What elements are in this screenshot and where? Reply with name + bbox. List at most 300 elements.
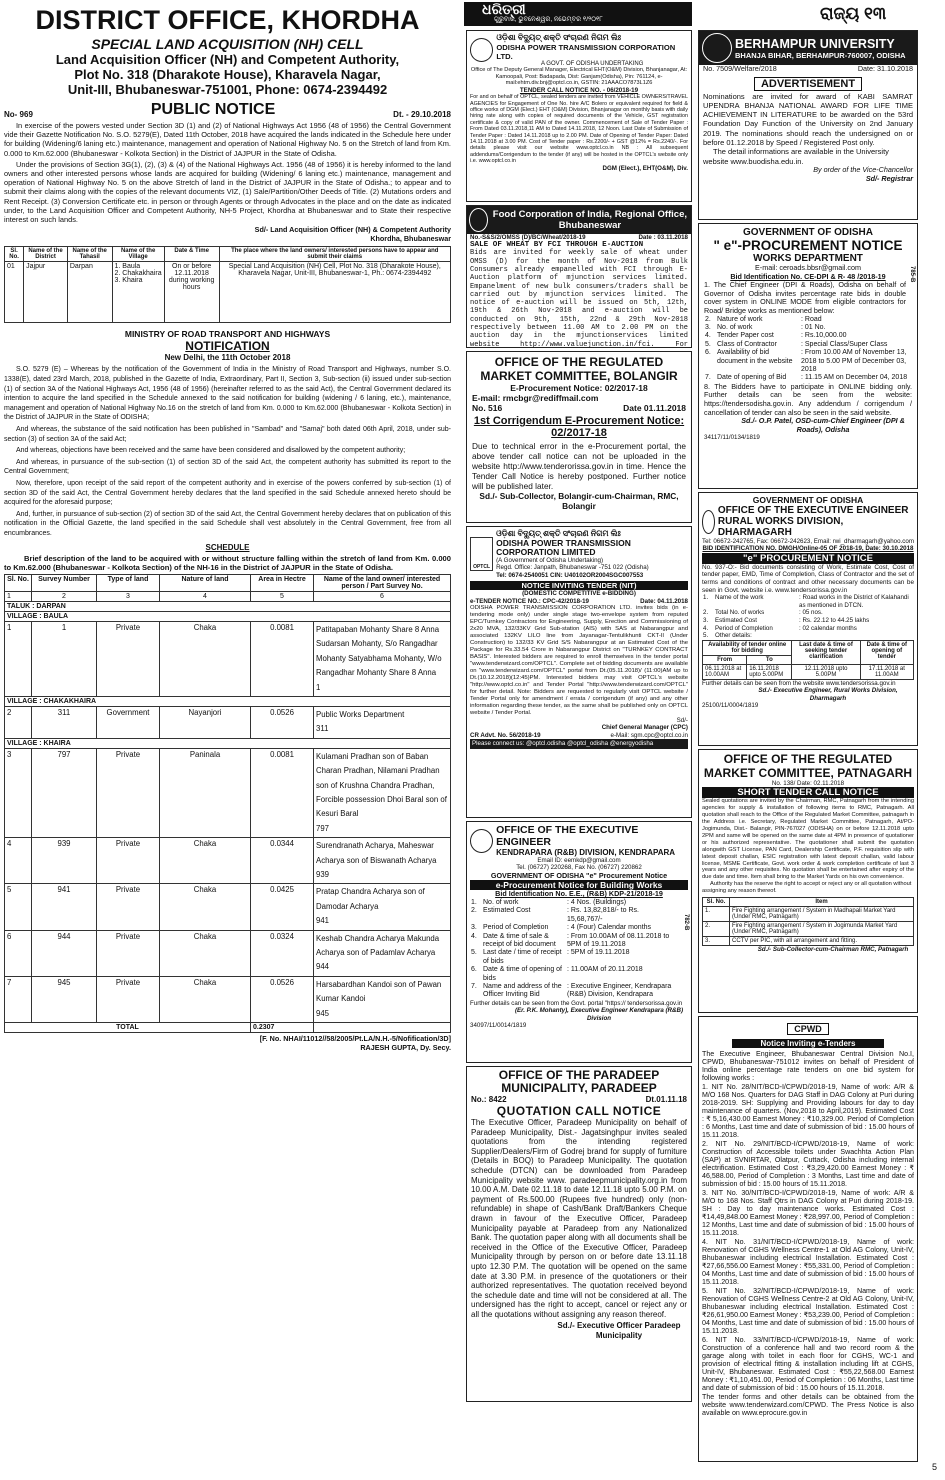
t2-n5: 6 (314, 591, 451, 601)
t1-c2: Darpan (67, 262, 112, 323)
schedule-cell: 5 (5, 884, 32, 930)
bu-no: No. 7509/Welfare/2018 (703, 64, 777, 73)
schedule-cell: 797 (32, 748, 97, 837)
rwd-ref: 25100/11/0004/1819 (702, 701, 759, 709)
t2-n4: 5 (251, 591, 314, 601)
item-cell: Availability of bid document in the website (717, 349, 793, 365)
item-row (470, 907, 675, 924)
optcl-tower-icon (470, 537, 493, 571)
schedule-cell: Pratap Chandra Acharya son of Damodar Acharya 941 (314, 884, 451, 930)
ministry: MINISTRY OF ROAD TRANSPORT AND HIGHWAYS (124, 329, 331, 340)
item-cell: : 11.15 AM on December 04, 2018 (801, 374, 908, 382)
item-cell: 3. (705, 323, 711, 331)
notif-para-1: S.O. 5279 (E) – Whereas by the notification of the Government of India in the Ministry of Road Transport and Highways, number S.O. 1338(E), dated 23rd March, 2018, published in the Gazette of India, Extraordinary, Part II, Section 3, Sub-section (ii) issued under sub-section (1) of section 3A of the National Highways Act, 1956 (48 of 1956) (hereinafter referred to as the said Act), the Central Government declared its intention to acquire the land specified in the Schedule annexed to the said notification for building (widening / 6 laning, etc.), maintenance, management and operation of National Highway No.16 on the stretch of land from Km. 0.000 to Km.62.000 (Bhubaneswar - Kolkota Section) in the District of JAJPUR in the State of ODISHA; (4, 366, 451, 422)
ptn-cell: CCTV per PIC, with all arrangement and fitting. (730, 937, 914, 946)
item-cell: 1. (471, 899, 477, 906)
schedule-cell: Government (97, 706, 160, 738)
optcl2-logo-text: OPTCL (473, 564, 491, 571)
rwd-bar: "e" PROCUREMENT NOTICE (702, 553, 914, 564)
rwd-body: No. 937-O:- Bid documents consisting of Work, Estimate Cost, Cost of tender paper, EMD, Time of Completion, Class of Contractor and the set of terms and conditions of contract and other necessary documents can be seen in Govt. website i.e. www.tendersorissa.gov.in (702, 563, 914, 594)
schedule-cell: 0.0081 (251, 748, 314, 837)
kdp-side: 782-B (683, 914, 689, 931)
rwd-th2: Date & time of opening of tender (860, 640, 913, 664)
schedule-cell: Kulamani Pradhan son of Baban Charan Pradhan, Nilamani Pradhan son of Krushna Chandra Pradhan, Forcible possession Dhoi Baral son of Kesuri Baral 797 (314, 748, 451, 837)
schedule-row (5, 930, 451, 976)
schedule-cell: 1 (5, 621, 32, 696)
schedule-cell: Harsabardhan Kandoi son of Pawan Kumar Kandoi 945 (314, 976, 451, 1022)
item-cell: 6. (705, 349, 711, 357)
schedule-desc: Brief description of the land to be acquired with or without structure falling within the stretch of land from Km. 0.000 to Km.62.000 (Bhubaneswar - Kolkota Section) of the NH-16 in the District of JAJPUR in the State of Odisha. (4, 553, 451, 572)
schedule-cell: 941 (32, 884, 97, 930)
bolangir-body: Due to technical error in the e-Procurement portal, the above tender call notice can not be uploaded in the website http://www.tenderorissa.gov.in in time. Hence the Tender Call Notice is hereby postponed. Further notice will be published later. (472, 441, 686, 491)
t2-h2: Type of land (97, 574, 160, 591)
schedule-cell: 6 (5, 930, 32, 976)
works-items (704, 316, 912, 383)
t1-h0: Sl. No. (5, 247, 24, 262)
kdp-ref: 34097/11/0014/1819 (470, 1022, 527, 1030)
left-address-1: Land Acquisition Officer (NH) and Competent Authority, (55, 52, 400, 67)
cpwd-footer: The tender forms and other details can be obtained from the website www.tenderwizard.com/CPWD. The Press Notice is also available on www.eprocure.gov.in (702, 1393, 914, 1417)
item-cell: Name and address of the Officer Inviting Bid (483, 983, 562, 999)
item-cell: 5. (703, 632, 709, 640)
patnagarh-body: Sealed quotations are invited by the Chairman, RMC, Patnagarh from the intending agencies for supply & installation of following items to RMC, Patnagarh. All quotation shall reach to the Office of the Regulated Market Committee, patnagarh in the Address i.e. Secretary, Regulated Market Committee, Patnagarh, At/PO- Jogimunda, Dist.- Balangir, PIN-767027 (ODISHA) on or before 12.11.2018 upto 2PM and same will be opened on the same date at 4PM in presence of quotationer or his authorized representative. The quotationer shall submit the quotation alongwith GST License, PAN Card, Dealership Certificate, P.F. requisition slip with latest deposit challan, ESIC registration with latest deposit challan, valid labour license, MSME Certificate, Govt. work order & work completion certificate of last 3 years and any other requisites. No quotation shall be entertained after expiry of the due date and time. Item shall bring to the Market Yards on his own convenience. (702, 798, 914, 881)
item-cell: : 02 calendar months (799, 624, 857, 632)
fci-org: Food Corporation of India, Regional Office, Bhubaneswar (492, 209, 688, 231)
item-row (470, 983, 675, 1000)
cpwd-item: 6. NIT No. 33/NIT/BCD-I/CPWD/2018-19, Name of work: Construction of a conference hall and two record room & the garage along with toilet in each floor for CGHS, WC-1 and provision of electrical fitting & installation including lift at CGHS, Unit-IV, Bhubaneswar. Estimated Cost : ₹55,22,568.00 Earnest Money : ₹1,10,451.00, Period of Completion : 06 Months, Last time and date of submission of bid : 15.00 hours of 15.11.2018. (702, 1336, 914, 1392)
t2-h4: Area in Hectre (251, 574, 314, 591)
item-cell: Estimated Cost (483, 907, 531, 915)
bolangir-corr: 1st Corrigendum E-Procurement Notice: 02/2017-18 (473, 415, 685, 439)
patnagarh-no: No. 138/ Date: 02.11.2018 (771, 780, 845, 787)
t1-c3: 1. Baula 2. Chakakhaira 3. Khaira (112, 262, 164, 323)
fci-logo-icon (469, 208, 488, 232)
patnagarh-bar: SHORT TENDER CALL NOTICE (702, 787, 914, 798)
cpwd-item: 4. NIT No. 31/NIT/BCD-I/CPWD/2018-19, Name of work: Renovation of CGHS Wellness Centre-1 at Old AG Colony, Unit-IV, Bhubaneswar including electrical Installation. Estimated Cost : ₹27,66,556.00 Earnest Money : ₹55,331.00, Period of Completion : 04 Months, Last time and date of submission of bid : 15.00 hours of 15.11.2018. (702, 1238, 914, 1286)
odisha-emblem-icon (470, 829, 493, 853)
rwd-td2: 12.11.2018 upto 5.00PM (792, 664, 860, 679)
item-cell: : Rs. 22.12 to 44.25 lakhs (799, 616, 870, 624)
left-column (4, 0, 451, 1052)
t1-h3: Name of the Village (112, 247, 164, 262)
left-subtitle: SPECIAL LAND ACQUISITION (NH) CELL (91, 36, 364, 52)
optcl-logo-icon (470, 38, 493, 62)
item-cell: Last date / time of receipt of bids (483, 949, 562, 965)
paradeep-sign: Sd./- Executive Officer Paradeep Municipality (557, 1321, 681, 1341)
cpwd-ad (698, 1016, 918, 1462)
works-side: 785-B (909, 266, 915, 283)
cpwd-items (702, 1083, 914, 1392)
schedule-cell: Chaka (160, 930, 251, 976)
notif-para-4: And whereas, in pursuance of the sub-section (1) of section 3D of the said Act, the competent authority has submitted its report to the Central Government; (4, 458, 451, 476)
works-bid: Bid Identification No. CE-DPI & R- 48 /2018-19 (730, 271, 886, 281)
bu-logo-icon (702, 33, 732, 63)
item-row (704, 316, 912, 324)
bu-order: By order of the Vice-Chancellor (813, 164, 913, 174)
fci-ad (466, 205, 692, 348)
bolangir-sign: Sd./- Sub-Collector, Bolangir-cum-Chairman, RMC, Bolangir (479, 491, 679, 511)
rwd-further: Further details can be seen from the website www.tendersorissa.gov.in (702, 679, 896, 687)
item-row (702, 609, 914, 617)
kdp-bid: Bid Identification No. E.E., (R&B) KDP-21/2018-19 (495, 889, 663, 899)
item-cell: Date of opening of Bid (717, 374, 787, 382)
bolangir-email: E-mail: rmcbgr@rediffmail.com (472, 393, 599, 403)
item-row (470, 949, 675, 966)
optcl2-sdl: Sd/- (676, 717, 688, 725)
middle-column (466, 30, 692, 1402)
patnagarh-row (703, 922, 914, 937)
optcl2-cr: CR Advt. No. 56/2018-19 (470, 731, 541, 739)
t2-n3: 4 (160, 591, 251, 601)
item-row (470, 966, 675, 983)
item-cell: 4. (703, 624, 709, 632)
schedule-cell: 0.0526 (251, 976, 314, 1022)
schedule-cell: Private (97, 930, 160, 976)
schedule-cell: Keshab Chandra Acharya Makunda Acharya son of Padamlav Acharya 944 (314, 930, 451, 976)
rwd-items (702, 594, 914, 640)
notice-date: Dt. - 29.10.2018 (393, 110, 451, 119)
item-cell: : Road (801, 315, 822, 323)
rwd-dates-table (702, 640, 914, 680)
t1-h5: The place where the land owners/ interested persons have to appear and submit their claims (219, 247, 450, 262)
rwd-emblem-icon (702, 510, 715, 534)
kdp-items (470, 899, 675, 1000)
item-cell: No. of work (483, 899, 519, 906)
total-value: 0.2307 (251, 1023, 314, 1033)
item-cell: 7. (471, 983, 477, 991)
item-cell: : From 10.00AM of 08.11.2018 to 5PM of 19.11.2018 (567, 932, 670, 949)
item-row (704, 324, 912, 332)
kdp-title: OFFICE OF THE EXECUTIVE ENGINEER (496, 824, 639, 848)
item-row (702, 594, 914, 609)
bolangir-title: OFFICE OF THE REGULATED MARKET COMMITTEE, BOLANGIR (480, 355, 678, 383)
village-row: VILLAGE : CHAKAKHAIRA (5, 696, 451, 706)
bolangir-eproc: E-Procurement Notice: 02/2017-18 (510, 383, 648, 393)
optcl1-office: Office of The Deputy General Manager, Electrical EHT(O&M) Division, Bhanjanagar, At: Kamoopali, Post: Badapada, Dist: Ganjam(Odisha), Pin: 761124, e-mail:ehtm.div.bnj@optcl.co.in, GSTIN: 21AAACO7873L1Z6 (470, 67, 688, 87)
ptn-cell: 2. (703, 922, 730, 937)
bu-date: Date: 31.10.2018 (857, 64, 913, 73)
section-label: ରାଜ୍ୟ ୧୩ (820, 4, 887, 23)
rwd-td0: 06.11.2018 at 10.00AM (703, 664, 747, 679)
item-cell: 3. (471, 924, 477, 932)
ptn-cell: Fire Fighting arrangement / System in Madhapali Market Yard (Under RMC, Patnagarh) (730, 907, 914, 922)
berhampur-ad (698, 30, 918, 220)
item-cell: : Rs.10,000.00 (801, 332, 847, 340)
patnagarh-body2: Authority has the reserve the right to accept or reject any or all quotation without assigning any reason thereof. (702, 881, 912, 895)
item-cell: Class of Contractor (717, 340, 777, 348)
works-dept: WORKS DEPARTMENT (753, 253, 863, 264)
optcl2-nit-sub: (DOMESTIC COMPETITIVE e-BIDDING) (522, 590, 636, 598)
kendrapara-ad (466, 821, 692, 1063)
left-address-3: Unit-III, Bhubaneswar-751001, Phone: 0674-2394492 (67, 82, 388, 97)
kdp-email: Email ID: eemkdp@gmail.com (537, 857, 621, 864)
rwd-sign: Sd./- Executive Engineer, Rural Works Division, Dharmagarh (758, 687, 898, 702)
item-cell: 2. (703, 609, 709, 617)
item-cell: : From 10.00 AM of November 13, 2018 to 5.00 PM of December 03, 2018 (801, 349, 907, 373)
fci-ref: No.-S&S/2/OMSS (D)/BC/Wheat/2018-19 (470, 234, 586, 241)
item-cell: : Special Class/Super Class (801, 340, 888, 348)
page-number: 5 (931, 1462, 937, 1472)
optcl2-body: ODISHA POWER TRANSMISSION CORPORATION LTD. invites bids (in e-tendering mode only) under single stage two-envelope system from reputed EPC/Turnkey Contractors for Engineering, Supply, Erection and Commissioning of 2x20 MVA, 132/33KV Grid Sub-station (AIS) with SAS at Nabarangpur and associated 132KV LILO line from Jayanagar-Tentulikhunti CKT-II (Under Construction) to 132/33 KV Grid S/S Nabarangpur at an Estimated Cost of the Package for Rs.33.54 Crore in Nabarangpur District on "TURNKEY CONTRACT BASIS". Interested bidders are required to enroll themselves in the tender portal "www.tenderwizard.com/OPTCL". Complete set of bidding documents are available on "www.tenderwizard.com/OPTCL" portal from Dt.(05.11.2018)/ (11:00)AM up to Dt.(10.12.2018)(12:45)PM. Interested bidders may visit OPTCL's website "http://www.optcl.co.in" and Tender Portal "http://www.tenderwizard.com/OPTCL" for further detail. Note: Bidders are requested to regularly visit OPTCL website / Tender Portal only for amendment / errata / corrigendum (if any) and any other information regarding these tender, as the same shall be published only on OPTCL website / Tender Portal. (470, 605, 688, 717)
total-label: TOTAL (5, 1023, 251, 1033)
optcl2-tno: e-TENDER NOTICE NO.: CPC-42/2018-19 (470, 597, 589, 605)
rwd-gov: GOVERNMENT OF ODISHA (752, 495, 864, 505)
schedule-cell: 945 (32, 976, 97, 1022)
optcl2-connect: Please connect us: @optcl.odisha @optcl_odisha @energyodisha (470, 739, 688, 748)
schedule-row (5, 706, 451, 738)
cpwd-item: 5. NIT No. 32/NIT/BCD-I/CPWD/2018-19, Name of work: Renovation of CGHS Wellness Centre-2 at Old AG Colony, Unit-IV, Bhubaneswar including electrical Installation. Estimated Cost : ₹26,61,950.00 Earnest Money : ₹53,239.00, Period of Completion : 04 Months, Last time and date of submission of bid : 15.00 hours of 15.11.2018. (702, 1287, 914, 1335)
rwd-title: OFFICE OF THE EXECUTIVE ENGINEER RURAL WORKS DIVISION, DHARMAGARH (717, 505, 909, 538)
item-cell (798, 632, 914, 640)
rwd-td3: 17.11.2018 at 11.00AM (860, 664, 913, 679)
patnagarh-items-table (702, 897, 914, 946)
notification-date: New Delhi, the 11th October 2018 (164, 353, 291, 363)
rwd-ad (698, 492, 918, 746)
notif-para-3: And whereas, objections have been received and the same have been considered and disallowed by the competent authority; (16, 447, 406, 455)
schedule-cell: Surendranath Acharya, Maheswar Acharya son of Biswanath Acharya 939 (314, 838, 451, 884)
masthead-strip (464, 2, 692, 26)
item-cell: No. of work (717, 323, 753, 331)
optcl1-notice: TENDER CALL NOTICE NO. - 06/2018-19 (519, 86, 639, 94)
bolangir-no: No. 516 (472, 403, 503, 413)
schedule-cell: Private (97, 884, 160, 930)
schedule-row (5, 748, 451, 837)
paradeep-title: OFFICE OF THE PARADEEP MUNICIPALITY, PARADEEP (498, 1068, 660, 1095)
works-dept-ad (698, 223, 918, 489)
ptn-cell: 3. (703, 937, 730, 946)
optcl2-nit: NOTICE INVITING TENDER (NIT) (470, 581, 688, 590)
kdp-gov: GOVERNMENT OF ODISHA "e" Procurement Notice (490, 870, 668, 880)
schedule-cell: 0.0526 (251, 706, 314, 738)
works-gov: GOVERNMENT OF ODISHA (742, 227, 873, 238)
kdp-sub: KENDRAPARA (R&B) DIVISION, KENDRAPARA (496, 848, 676, 857)
optcl1-sub: A GOVT. OF ODISHA UNDERTAKING (540, 61, 644, 67)
fci-heading: SALE OF WHEAT BY FCI THROUGH E-AUCTION (470, 241, 644, 250)
item-cell: Period of Completion (715, 624, 773, 632)
village-row: VILLAGE : KHAIRA (5, 738, 451, 748)
fci-date: Date : 03.11.2018 (638, 234, 688, 241)
schedule-cell: Private (97, 976, 160, 1022)
dy-secy: RAJESH GUPTA, Dy. Secy. (360, 1042, 451, 1052)
t1-c4: On or before 12.11.2018 during working hours (164, 262, 219, 323)
schedule-row (5, 838, 451, 884)
schedule-cell: Private (97, 838, 160, 884)
notif-para-6: And, further, in pursuance of sub-section (2) of section 3D of the said Act, the Central Government hereby declares that on publication of this notification in the Official Gazette, the land specified in the said Schedule shall vest absolutely in the Central Government, free from all encumbrances. (4, 510, 451, 537)
t1-h1: Name of the District (24, 247, 68, 262)
ptn-th0: Sl. No. (703, 898, 730, 907)
cpwd-intro: The Executive Engineer, Bhubaneswar Central Division No.I, CPWD, Bhubaneswar-751012 invites on behalf of President of India online percentage rate tenders on one bid system for following works : (702, 1050, 914, 1082)
schedule-cell: Chaka (160, 838, 251, 884)
paradeep-heading: QUOTATION CALL NOTICE (496, 1104, 662, 1118)
optcl1-sign: DGM (Elect.), EHT(O&M), Div. (602, 164, 688, 172)
optcl2-sign: Chief General Manager (CPC) (601, 724, 688, 732)
left-para-1: In exercise of the powers vested under Section 3D (1) and (2) of National Highways Act 1956 (48 of 1956) the Central Government vide their Gazette Notification No. S.O. 5279(E), Dated 11th October, 2018 have acquired the lands indicated in the Schedule here under for building (Widening/6 laning etc.) maintenance, management and operation of National Highway No. 5 on the Stretch of land from Km. 0.000 to Km.62.000 (Bhubaneswar - Kolkota Section) in the District of JAJPUR in the State of Odisha. (4, 121, 451, 158)
ptn-cell: 1. (703, 907, 730, 922)
works-ref: 34117/11/0134/1819 (704, 434, 760, 442)
rwd-th-from: From (703, 655, 747, 664)
item-cell: : 4 (Four) Calendar months (567, 924, 652, 932)
item-cell: Other details: (715, 632, 752, 640)
t1-c5: Special Land Acquisition (NH) Cell, Plot No. 318 (Dharakote House), Kharavela Nagar, Unit-III, Bhubaneswar-1, Ph.: 0674-2394492 (219, 262, 450, 323)
patnagarh-ad (698, 749, 918, 1013)
optcl1-org: ODISHA POWER TRANSMISSION CORPORATION LTD. (496, 43, 676, 61)
bu-sign: Sd/- Registrar (865, 173, 913, 183)
rwd-th1: Last date & time of seeking tender clarification (792, 640, 860, 664)
kdp-portal: Further details can be seen from the Govt. portal "https:// tendersorissa.gov.in (470, 999, 683, 1007)
schedule-cell: 1 (32, 621, 97, 696)
cpwd-bar: Notice Inviting e-Tenders (732, 1039, 884, 1048)
optcl-nit-ad (466, 526, 692, 818)
notif-para-5: Now, therefore, upon receipt of the said report of the competent authority and in exercise of the powers conferred by sub-section (1) of section 3D of the said Act, the Central Government hereby declares that the land specified in the said Schedule annexed hereto should be acquired for the aforesaid purpose; (4, 479, 451, 507)
rwd-td1: 16.11.2018 upto 5.00PM (747, 664, 792, 679)
cpwd-item: 1. NIT No. 28/NIT/BCD-I/CPWD/2018-19, Name of work: A/R & M/O 168 Nos. Quarters for DAG Staff in DAG Colony at Puri during 2018-2019. SH: Supplying and Providing labours for day to day maintenance of quarters. (Nov,2018 to April,2019). Estimated Cost : ₹ 5,16,430.00 Earnest Money : ₹10,329.00. Period of Completion : 6 Months, Last time and date of submission of bid : 15.00 hours of 15.11.2018. (702, 1083, 914, 1139)
schedule-cell: Private (97, 748, 160, 837)
schedule-row (5, 976, 451, 1022)
rwd-bid: BID IDENTIFICATION NO. DMGH/Online-05 OF 2018-19, Date: 30.10.2018 (702, 545, 914, 553)
item-cell: Total No. of works (715, 609, 765, 617)
bu-sub: BHANJA BIHAR, BERHAMPUR-760007, ODISHA (735, 50, 906, 60)
item-row (702, 632, 914, 640)
works-sign: Sd./- O.P. Patel, OSD-cum-Chief Engineer (DPI & Roads), Odisha (741, 416, 905, 434)
notice-no: No- 969 (4, 110, 33, 119)
file-no: [F. No. NHAI/11012//58/2005/Pt.LA/N.H.-5/Nofification/3D] (259, 1034, 451, 1044)
t2-h5: Name of the land owner/ interested person / Part Survey No. (314, 574, 451, 591)
cpwd-title: CPWD (787, 1023, 829, 1035)
optcl2-regd: Regd. Office: Janpath, Bhubaneswar -751 022 (Odisha) (496, 564, 649, 572)
ptn-th1: Item (730, 898, 914, 907)
item-row (704, 341, 912, 349)
schedule-title: SCHEDULE (205, 542, 250, 552)
item-cell: Date & time of opening of bids (483, 966, 562, 982)
item-cell: : 01 No. (801, 323, 826, 331)
bu-body2: The detail informations are available in the University website www.buodisha.edu.in. (703, 147, 889, 166)
schedule-cell: Private (97, 621, 160, 696)
item-row (702, 625, 914, 633)
cpwd-item: 3. NIT No. 30/NIT/BCD-I/CPWD/2018-19, Name of work: A/R & M/O to 168 Nos. Staff Qtrs in DAG Colony at Puri during 2018-19. SH : Day to day maintenance works. Estimated Cost : ₹14,49,848.00 Earnest Money : ₹28,997.00, Period of Completion : 12 Months, Last time and date of submission of bid : 15.00 hours of 15.11.2018. (702, 1189, 914, 1237)
t1-h2: Name of the Tahasil (67, 247, 112, 262)
bolangir-ad (466, 351, 692, 523)
t1-h4: Date & Time (164, 247, 219, 262)
t2-n0: 1 (5, 591, 32, 601)
works-note: 8. The Bidders have to participate in ONLINE bidding only. Further details can be seen from the website: https://tendersodisha.gov.in. Any addendum / corrigendum / cancellation of tender can also be seen in the said website. (704, 381, 912, 417)
kdp-tel: Tel. (06727) 220268, Fax No. (06727) 220862 (516, 864, 642, 872)
patnagarh-row (703, 937, 914, 946)
paradeep-no: No.: 8422 (471, 1095, 507, 1104)
item-row (704, 332, 912, 340)
masthead-date: ଗୁରୁବାର, ଭୁବନେଶ୍ୱର, ନଭେମ୍ବର ୧/୨୦୧୮ (494, 16, 603, 23)
schedule-cell: 4 (5, 838, 32, 884)
item-cell: Period of Completion (483, 924, 549, 932)
item-cell: : 11.00AM of 20.11.2018 (567, 966, 643, 974)
optcl2-sub: (A Government of Odisha Undertaking) (496, 557, 604, 564)
schedule-cell: Public Works Department 311 (314, 706, 451, 738)
t1-c1: Jajpur (24, 262, 68, 323)
item-cell: : 4 Nos. (Buildings) (567, 899, 627, 906)
kdp-bar: e-Procurement Notice for Building Works (470, 880, 688, 890)
paradeep-date: Dt.01.11.18 (645, 1095, 687, 1104)
kdp-sign: (Er. P.K. Mohanty), Executive Engineer Kendrapara (R&B) Division (514, 1007, 684, 1022)
schedule-cell: Chaka (160, 621, 251, 696)
schedule-cell: 2 (5, 706, 32, 738)
rwd-th-to: To (747, 655, 792, 664)
paradeep-body: The Executive Officer, Paradeep Municipality on behalf of Paradeep Municipality, Dist.- Jagatsinghpur invites sealed quotations from the intending registered Supplier/Dealers/Firm of Godrej brand for supply of furniture (Details in BOQ) to Paradeep Municipality. The quotation schedule (DTCN) can be downloaded from Paradeep Municipality website www. paradeepmunicipality.org.in from 10.00 A.M. Date 02.11.18 to date 12.11.18 upto 5.00 P.M. on payment of Rs.500.00 (Rupees five hundred) only (non-refundable) in shape of Cash/Bank Draft/Bankers Cheque drawn in favour of the Executive Officer, Paradeep Municipality payable at Paradeep from any Nationalized Bank. The quotation paper along with all documents shall be received in the Office of the Executive Officer, Paradeep Municipality through by person on or before date 13.11.18 upto 12.30 P.M. The quotation will be opened on the same date at 3.30 P.M. in presence of the quotationers or their authorized representatives. The quotation received beyond the schedule date and time will not be considered at all. The undersigned has the right to accept, cancel or reject any or all the quotations without assigning any reason thereof. (471, 1118, 687, 1319)
left-address-2: Plot No. 318 (Dharakote House), Kharavela Nagar, (74, 67, 381, 82)
item-cell: 4. (471, 932, 477, 940)
works-intro: 1. The Chief Engineer (DPI & Roads), Odisha on behalf of Governor of Odisha invites percentage rate bids in double cover system in ONLINE MODE from eligible contractors for Road/ Bridge works as mentioned below: (704, 280, 906, 315)
item-cell: : Road works in the District of Kalahandi as mentioned in DTCN. (799, 594, 909, 609)
rwd-th0: Availability of tender online for bidding (703, 640, 792, 655)
t1-c0: 01 (5, 262, 24, 323)
item-cell: 7. (705, 374, 711, 382)
t2-h1: Survey Number (32, 574, 97, 591)
patnagarh-row (703, 907, 914, 922)
optcl2-email: e-Mail: sgm.cpc@optcl.co.in (610, 731, 688, 739)
bu-title: BERHAMPUR UNIVERSITY (735, 36, 895, 51)
schedule-cell: 944 (32, 930, 97, 976)
bu-adv: ADVERTISEMENT (754, 77, 862, 91)
item-cell: 2. (471, 907, 477, 915)
notification-title: NOTIFICATION (185, 339, 270, 354)
t2-n2: 3 (97, 591, 160, 601)
item-cell: 1. (703, 594, 709, 602)
item-cell: 6. (471, 966, 477, 974)
schedule-cell: 7 (5, 976, 32, 1022)
schedule-cell: 311 (32, 706, 97, 738)
left-para-2: Under the provisions of Section 3G(1), (2), (3) & (4) of the National Highways Act. 1956 (48 of 1956) it is hereby informed to the land owners and other interested persons whose lands are acquired for building (Widening/ 6 laning etc.) maintenance, management and operation of National Highway No. 5 on the above Stretch of land in the District of JAJPUR in the State of Odisha.; to appear and to submit their claims along with the copies of the relevant documents VIZ, (1) Sale/Partition/Other Deeds of Title. (2) Mutations orders and Rent Receipt. (3) Conversion Certificate etc. in person or through Agents or through Advocates in the place and on the date as indicated under, to the Land Acquisition Officer and Competent Authority, NH-5 Project, Khordha at Bhubaneswar and to State their respective interest on such lands. (4, 159, 451, 225)
claims-table (4, 246, 451, 323)
paper-name: ଧରିତ୍ରୀ (482, 1, 526, 17)
schedule-cell: 0.0425 (251, 884, 314, 930)
item-cell: 5. (471, 949, 477, 957)
schedule-row (5, 621, 451, 696)
optcl2-tel: Tel: 0674-2540051 CIN: U40102OR2004SGC007553 (496, 571, 644, 579)
schedule-cell: 0.0344 (251, 838, 314, 884)
optcl2-tdate: Date: 04.11.2018 (640, 597, 688, 605)
item-row (704, 349, 912, 374)
ptn-cell: Fire Fighting arrangement / System in Jogimunda Market Yard (Under RMC, Patnagarh) (730, 922, 914, 937)
optcl2-org-or: ଓଡ଼ିଶା ବିଦ୍ୟୁତ୍ ଶକ୍ତି ସଂଚାରଣ ନିଗମ ଲିଃ (496, 529, 621, 538)
cpwd-item: 2. NIT No. 29/NIT/BCD-I/CPWD/2018-19, Name of work: Construction of Accessible toilets under Swachhta Action Plan (SAP) at SVNIRTAR, Olatpur, Cuttack, Odisha including internal electrification. Estimated Cost : ₹3,29,420.00 Earnest Money : ₹ 46,588.00, Period of Completion : 3 Months, Last time and date of submission of bid : 15.00 hours of 15.11.2018. (702, 1140, 914, 1188)
schedule-cell: Chaka (160, 884, 251, 930)
t2-n1: 2 (32, 591, 97, 601)
left-title: DISTRICT OFFICE, KHORDHA (35, 5, 420, 35)
schedule-cell: 939 (32, 838, 97, 884)
schedule-cell: Paninala (160, 748, 251, 837)
right-column (698, 30, 918, 1462)
schedule-cell: Patitapaban Mohanty Share 8 Anna Sudarsan Mohanty, S/o Rangadhar Mohanty Satyabhama Mohanty, W/o Rangadhar Mohanty Share 8 Anna 1 (314, 621, 451, 696)
item-cell: : 05 nos. (799, 609, 823, 617)
t2-h3: Nature of land (160, 574, 251, 591)
item-cell: : 5PM of 19.11.2018 (567, 949, 630, 957)
schedule-cell: Chaka (160, 976, 251, 1022)
notice-title: PUBLIC NOTICE (150, 101, 276, 118)
bolangir-date: Date 01.11.2018 (623, 403, 686, 413)
optcl1-body: For and on behalf of OPTCL, sealed tenders are invited from VEHICLE OWNERS/TRAVEL AGENCIES for Engagement of One No. hire A/C Bolero or equivalent required for field & office works of DGM (Elect.) EHT (O&M) Division, Bhanjanagar on monthly basis with daily hiring rate along with copies of required documents of the Vehicle, GST registration certificate & copy of valid PAN of the owner. Commencement of Sale of Tender Paper : From Dated 03.11.2018,11 AM to Dated 14.11.2018, 12 Noon. Last Date of Submission of Tender Paper : Dated 14.11.2018 up to 2.00 PM. Date of Opening of Tender Paper: Dated 14.11.2018 at 3.00 PM. Cost of Tender paper : Rs.2200/- + GST @12% = Rs.2240/-. For details please visit our website www.optcl.co.in NB : All subsequent addendums/Corrigendum to the tender (if any) will be hosted in the OPTCL's website only i.e. www.optcl.co.in (470, 94, 688, 165)
bu-body: Nominations are invited for award of KABI SAMRAT UPENDRA BHANJA NATIONAL AWARD FOR LIFE TIME ACHIEVEMENT IN LITERATURE to be awarded on the 53rd Foundation Day Function of the University on 2nd January 2019. The nominations should reach the undersigned on or before 01.12.2018 by Speed / Registered Post only. (703, 91, 913, 148)
works-title: " e"-PROCUREMENT NOTICE (713, 238, 903, 253)
schedule-cell: 3 (5, 748, 32, 837)
rwd-tel: Tel: 06672-242765, Fax: 06672-242623, Email: rwi_dharmagarh@yahoo.com (702, 538, 914, 545)
lao-sign-place: Khordha, Bhubaneswar (370, 233, 451, 243)
patnagarh-sign: Sd./- Sub-Collector-cum-Chairman RMC, Patnagarh (757, 946, 909, 954)
t2-h0: Sl. No. (5, 574, 32, 591)
village-row: VILLAGE : BAULA (5, 611, 451, 621)
schedule-cell: 0.0081 (251, 621, 314, 696)
item-row (702, 617, 914, 625)
item-cell: Name of the work (715, 594, 764, 602)
schedule-cell: Nayanjori (160, 706, 251, 738)
item-row (470, 924, 675, 932)
